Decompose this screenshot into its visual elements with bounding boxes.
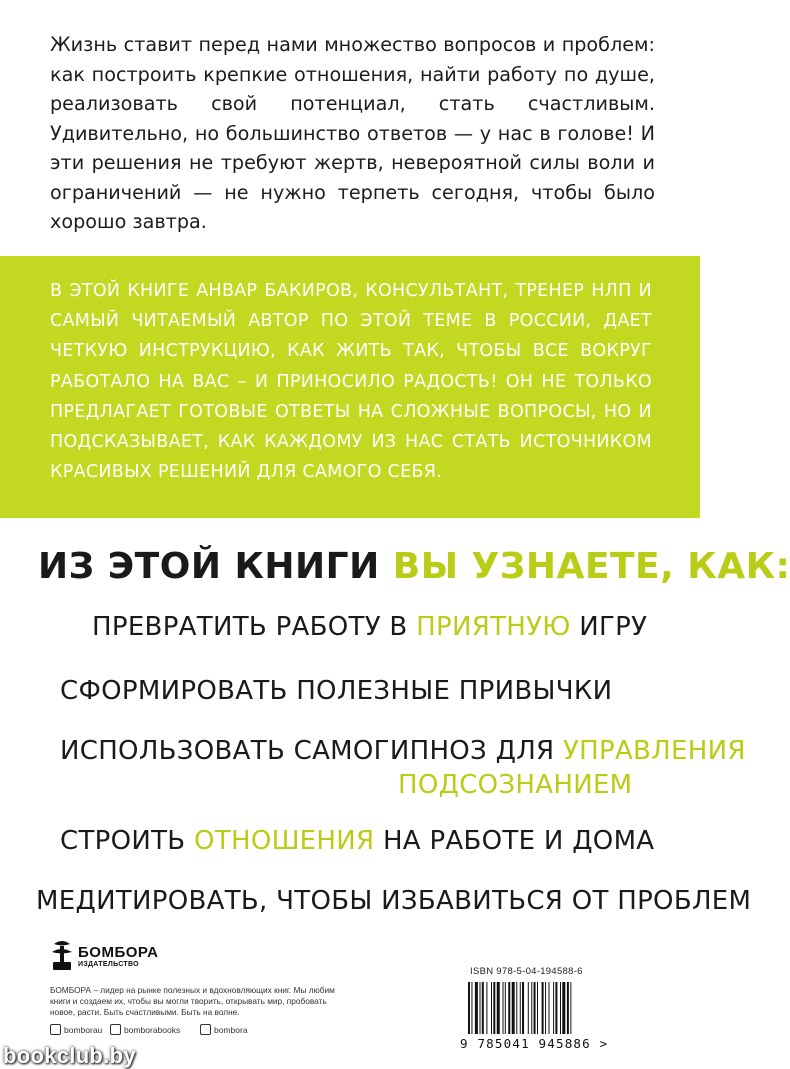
headline-part-2: ВЫ УЗНАЕТЕ, КАК: (392, 546, 790, 587)
publisher-subtitle: ИЗДАТЕЛЬСТВО (78, 961, 139, 968)
band-text: В ЭТОЙ КНИГЕ АНВАР БАКИРОВ, КОНСУЛЬТАНТ, ТРЕНЕР НЛП И САМЫЙ ЧИТАЕМЫЙ АВТОР ПО ЭТОЙ ТЕМЕ В РОССИИ, ДАЕТ ЧЕТКУЮ ИНСТРУКЦИЮ, КАК ЖИТЬ ТАК, ЧТОБЫ ВСЕ ВОКРУГ РАБОТАЛО НА ВАС – И ПРИНОСИЛО РАДОСТЬ! ОН НЕ ТОЛЬКО ПРЕДЛАГАЕТ ГОТОВЫЕ ОТВЕТЫ НА СЛОЖНЫЕ ВОПРОСЫ, НО И ПОДСКАЗЫВАЕТ, КАК КАЖДОМУ ИЗ НАС СТАТЬ ИСТОЧНИКОМ КРАСИВЫХ РЕШЕНИЙ ДЛЯ САМОГО СЕБЯ. (50, 281, 652, 483)
social-link-2[interactable] (110, 1024, 180, 1035)
social-link-1[interactable] (50, 1024, 102, 1035)
item-accent: ПОДСОЗНАНИЕМ (398, 770, 633, 800)
isbn: ISBN 978-5-04-194588-6 (470, 966, 583, 977)
social-label: bombora (214, 1024, 248, 1035)
item-text: СТРОИТЬ (60, 826, 195, 856)
publisher-name: БОМБОРА (78, 944, 159, 961)
list-item (398, 770, 632, 800)
publisher-brand (50, 938, 159, 978)
headline (38, 546, 790, 587)
headline-part-1: ИЗ ЭТОЙ КНИГИ (38, 546, 393, 587)
item-accent: УПРАВЛЕНИЯ (562, 736, 746, 766)
social-label: bomborabooks (124, 1024, 181, 1035)
publisher-blurb: БОМБОРА – лидер на рынке полезных и вдохновляющих книг. Мы любим книги и создаем их, чтобы вы могли творить, открывать мир, пробовать новое, расти. Быть счастливыми. Быть на волне. (50, 985, 335, 1017)
list-item (60, 826, 654, 856)
item-text: ПРЕВРАТИТЬ РАБОТУ В (92, 612, 417, 642)
vk-icon (50, 1024, 61, 1035)
bonsai-logo-icon (50, 938, 74, 972)
list-item (60, 676, 612, 706)
item-accent: ОТНОШЕНИЯ (194, 826, 375, 856)
watermark: bookclub.by (3, 1043, 136, 1068)
social-link-3[interactable] (200, 1024, 248, 1035)
barcode-icon (466, 982, 636, 1034)
item-accent: ПРИЯТНУЮ (416, 612, 571, 642)
list-item (36, 886, 751, 916)
item-text: СФОРМИРОВАТЬ ПОЛЕЗНЫЕ ПРИВЫЧКИ (60, 676, 613, 706)
social-label: bomborau (64, 1024, 103, 1035)
item-text: МЕДИТИРОВАТЬ, ЧТОБЫ ИЗБАВИТЬСЯ ОТ ПРОБЛЕМ (36, 886, 752, 916)
youtube-icon (200, 1024, 211, 1035)
item-text: ИСПОЛЬЗОВАТЬ САМОГИПНОЗ ДЛЯ (60, 736, 563, 766)
barcode-number: 9 785041 945886 > (460, 1036, 609, 1051)
description-band (0, 256, 700, 518)
item-text: НА РАБОТЕ И ДОМА (374, 826, 655, 856)
intro-paragraph: Жизнь ставит перед нами множество вопросов и проблем: как построить крепкие отношения, найти работу по душе, реализовать свой потенциал, стать счастливым. Удивительно, но большинство ответов — у нас в голове! И эти решения не требуют жертв, невероятной силы воли и ограничений — не нужно терпеть сегодня, чтобы было хорошо завтра. (50, 33, 655, 233)
social-links (50, 1024, 370, 1038)
item-text: ИГРУ (570, 612, 648, 642)
list-item (92, 612, 647, 642)
list-item (60, 736, 746, 766)
instagram-icon (110, 1024, 121, 1035)
